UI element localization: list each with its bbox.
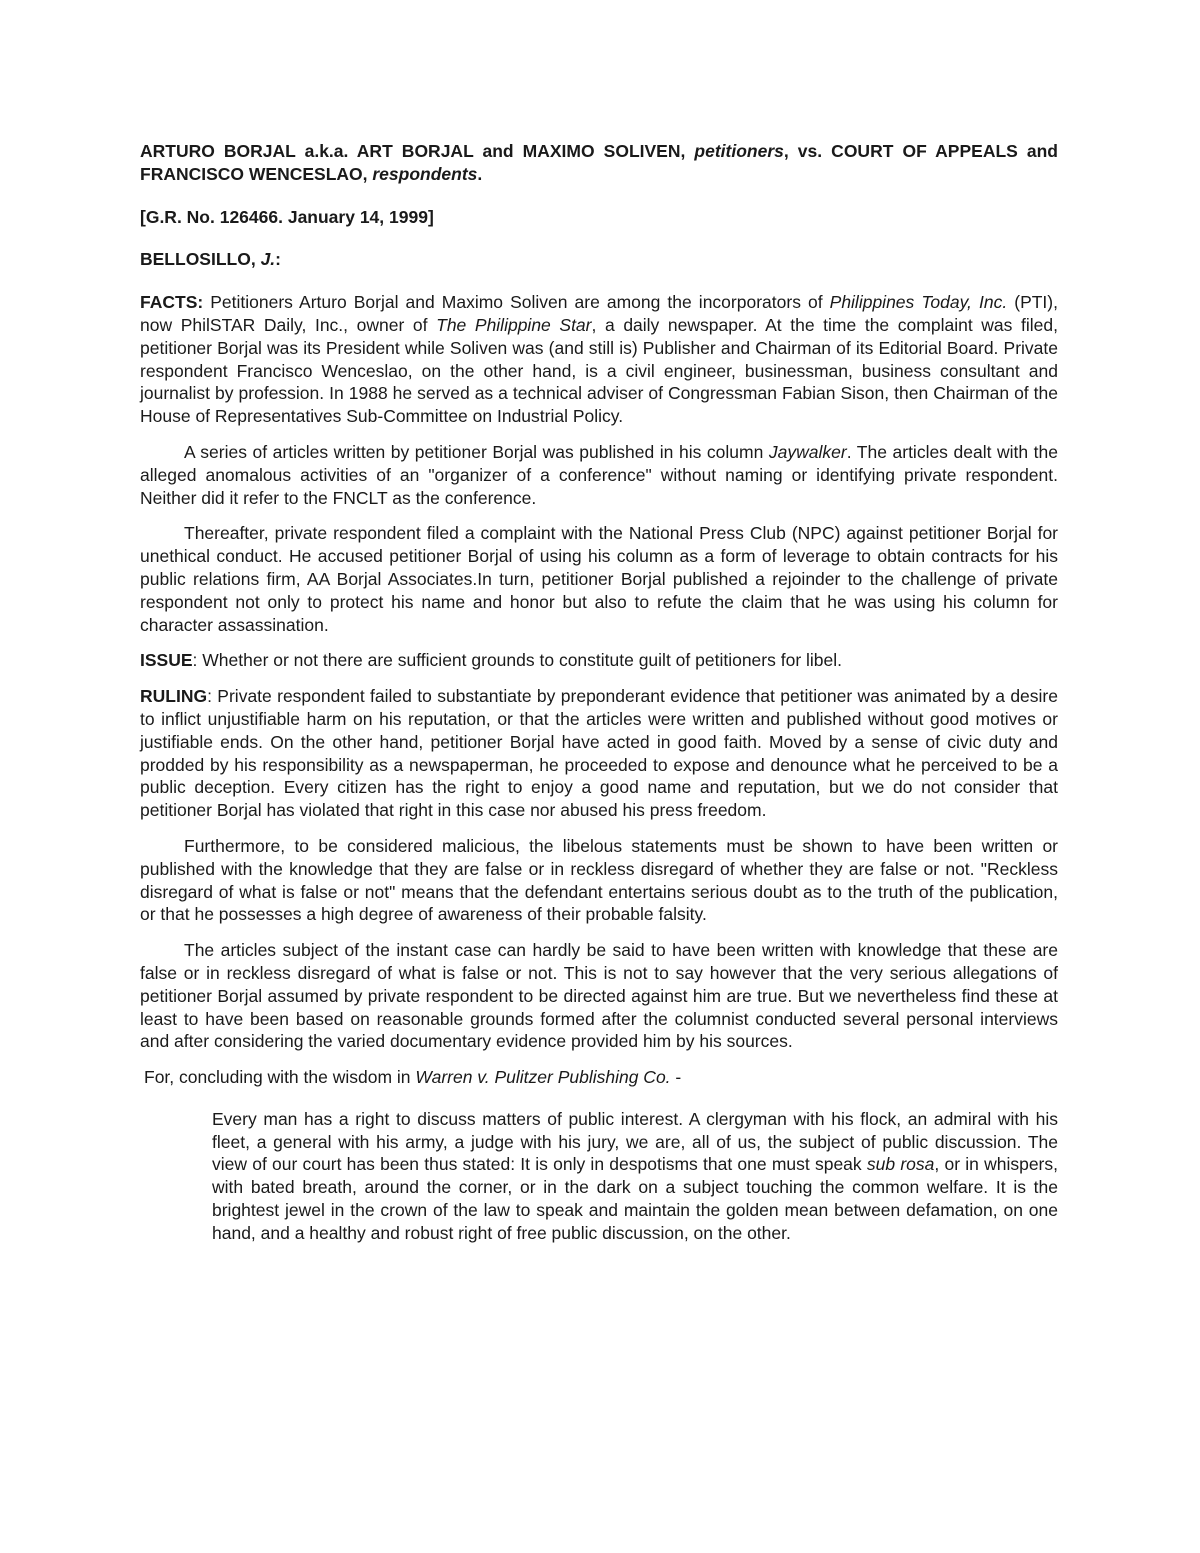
thereafter-paragraph: Thereafter, private respondent filed a complaint with the National Press Club (NPC) against petitioner Borjal for unethical conduct. He accused petitioner Borjal of using his column as a form of leverage to obtain contracts for his public relations firm, AA Borjal Associates.In turn, petitioner Borjal published a rejoinder to the challenge of private respondent not only to protect his name and honor but also to refute the claim that he was using his column for character assassination. [140, 523, 1058, 635]
case-number: [G.R. No. 126466. January 14, 1999] [140, 206, 434, 227]
facts-paragraph [140, 291, 1058, 428]
title-text: ARTURO BORJAL a.k.a. ART BORJAL and MAXIMO SOLIVEN, [140, 141, 695, 161]
ponente-colon: : [275, 249, 281, 270]
facts-newspaper: The Philippine Star [436, 314, 592, 335]
title-petitioners: petitioners [694, 141, 784, 161]
furthermore-paragraph: Furthermore, to be considered malicious, the libelous statements must be shown to have been written or published with the knowledge that they are false or in reckless disregard of whether they are false or not. "Reckless disregard of what is false or not" means that the defendant entertains serious doubt as to the truth of the publication, or that he possesses a high degree of awareness of their probable falsity. [140, 835, 1058, 925]
case-title [140, 140, 1058, 186]
title-text-2: . COURT OF APPEALS and FRANCISCO WENCESLAO, [140, 141, 1058, 184]
articles-paragraph: The articles subject of the instant case can hardly be said to have been written with knowledge that these are false or in reckless disregard of what is false or not. This is not to say however that the very serious allegations of petitioner Borjal assumed by private respondent to be directed against him are true. But we nevertheless find these at least to have been based on reasonable grounds formed after the columnist conducted several personal interviews and after considering the varied documentary evidence provided him by his sources. [140, 940, 1058, 1052]
block-quote [212, 1108, 1058, 1245]
ruling-text: : Private respondent failed to substantiate by preponderant evidence that petitioner was animated by a desire to inflict unjustifiable harm on his reputation, or that the articles were written and published without good motives or justifiable ends. On the other hand, petitioner Borjal have acted in good faith. Moved by a sense of civic duty and prodded by his responsibility as a newspaperman, he proceeded to expose and denounce what he perceived to be a public deception. Every citizen has the right to enjoy a good name and reputation, but we do not consider that petitioner Borjal has violated that right in this case nor abused his press freedom. [140, 686, 1058, 821]
title-end: . [477, 163, 483, 184]
issue-label: ISSUE [140, 650, 193, 671]
facts-label: FACTS: [140, 292, 204, 313]
document-page [140, 140, 1058, 1245]
ponente [140, 248, 1058, 271]
facts-company: Philippines Today, Inc. [829, 292, 1008, 313]
series-text-2: . The articles dealt with the alleged anomalous activities of an "organizer of a conference" without naming or identifying private respondent. Neither did it refer to the FNCLT as the conference. [140, 441, 1059, 508]
issue-paragraph [140, 649, 1058, 672]
ponente-title: J. [260, 249, 276, 270]
ruling-paragraph [140, 685, 1058, 822]
ponente-name: BELLOSILLO, [140, 249, 261, 270]
facts-text-2: (PTI), now PhilSTAR Daily, Inc., owner of [140, 292, 1058, 335]
title-vs: , vs [783, 141, 818, 161]
ruling-label: RULING [140, 686, 208, 707]
quote-italic: sub rosa [866, 1154, 935, 1175]
concluding-text: For, concluding with the wisdom in [144, 1067, 416, 1088]
series-text: A series of articles written by petitioner Borjal was published in his column [184, 441, 769, 462]
issue-text: : Whether or not there are sufficient grounds to constitute guilt of petitioners for libel. [192, 650, 843, 671]
concluding-dash: - [670, 1067, 682, 1088]
series-paragraph [140, 441, 1058, 509]
title-respondents: respondents [372, 163, 478, 184]
quote-text-2: , or in whispers, with bated breath, around the corner, or in the dark on a subject touching the common welfare. It is the brightest jewel in the crown of the law to speak and maintain the golden mean between defamation, on one hand, and a healthy and robust right of free public discussion, on the other. [212, 1154, 1058, 1243]
series-column-name: Jaywalker [768, 441, 847, 462]
facts-text: Petitioners Arturo Borjal and Maximo Soliven are among the incorporators of [203, 292, 830, 313]
case-citation: Warren v. Pulitzer Publishing Co. [415, 1067, 671, 1088]
concluding-paragraph [140, 1066, 1058, 1089]
facts-text-3: , a daily newspaper. At the time the complaint was filed, petitioner Borjal was its President while Soliven was (and still is) Publisher and Chairman of its Editorial Board. Private respondent Francisco Wenceslao, on the other hand, is a civil engineer, businessman, business consultant and journalist by profession. In 1988 he served as a technical adviser of Congressman Fabian Sison, then Chairman of the House of Representatives Sub-Committee on Industrial Policy. [140, 314, 1058, 427]
quote-text: Every man has a right to discuss matters of public interest. A clergyman with his flock, an admiral with his fleet, a general with his army, a judge with his jury, we are, all of us, the subject of public discussion. The view of our court has been thus stated: It is only in despotisms that one must speak [212, 1108, 1058, 1175]
